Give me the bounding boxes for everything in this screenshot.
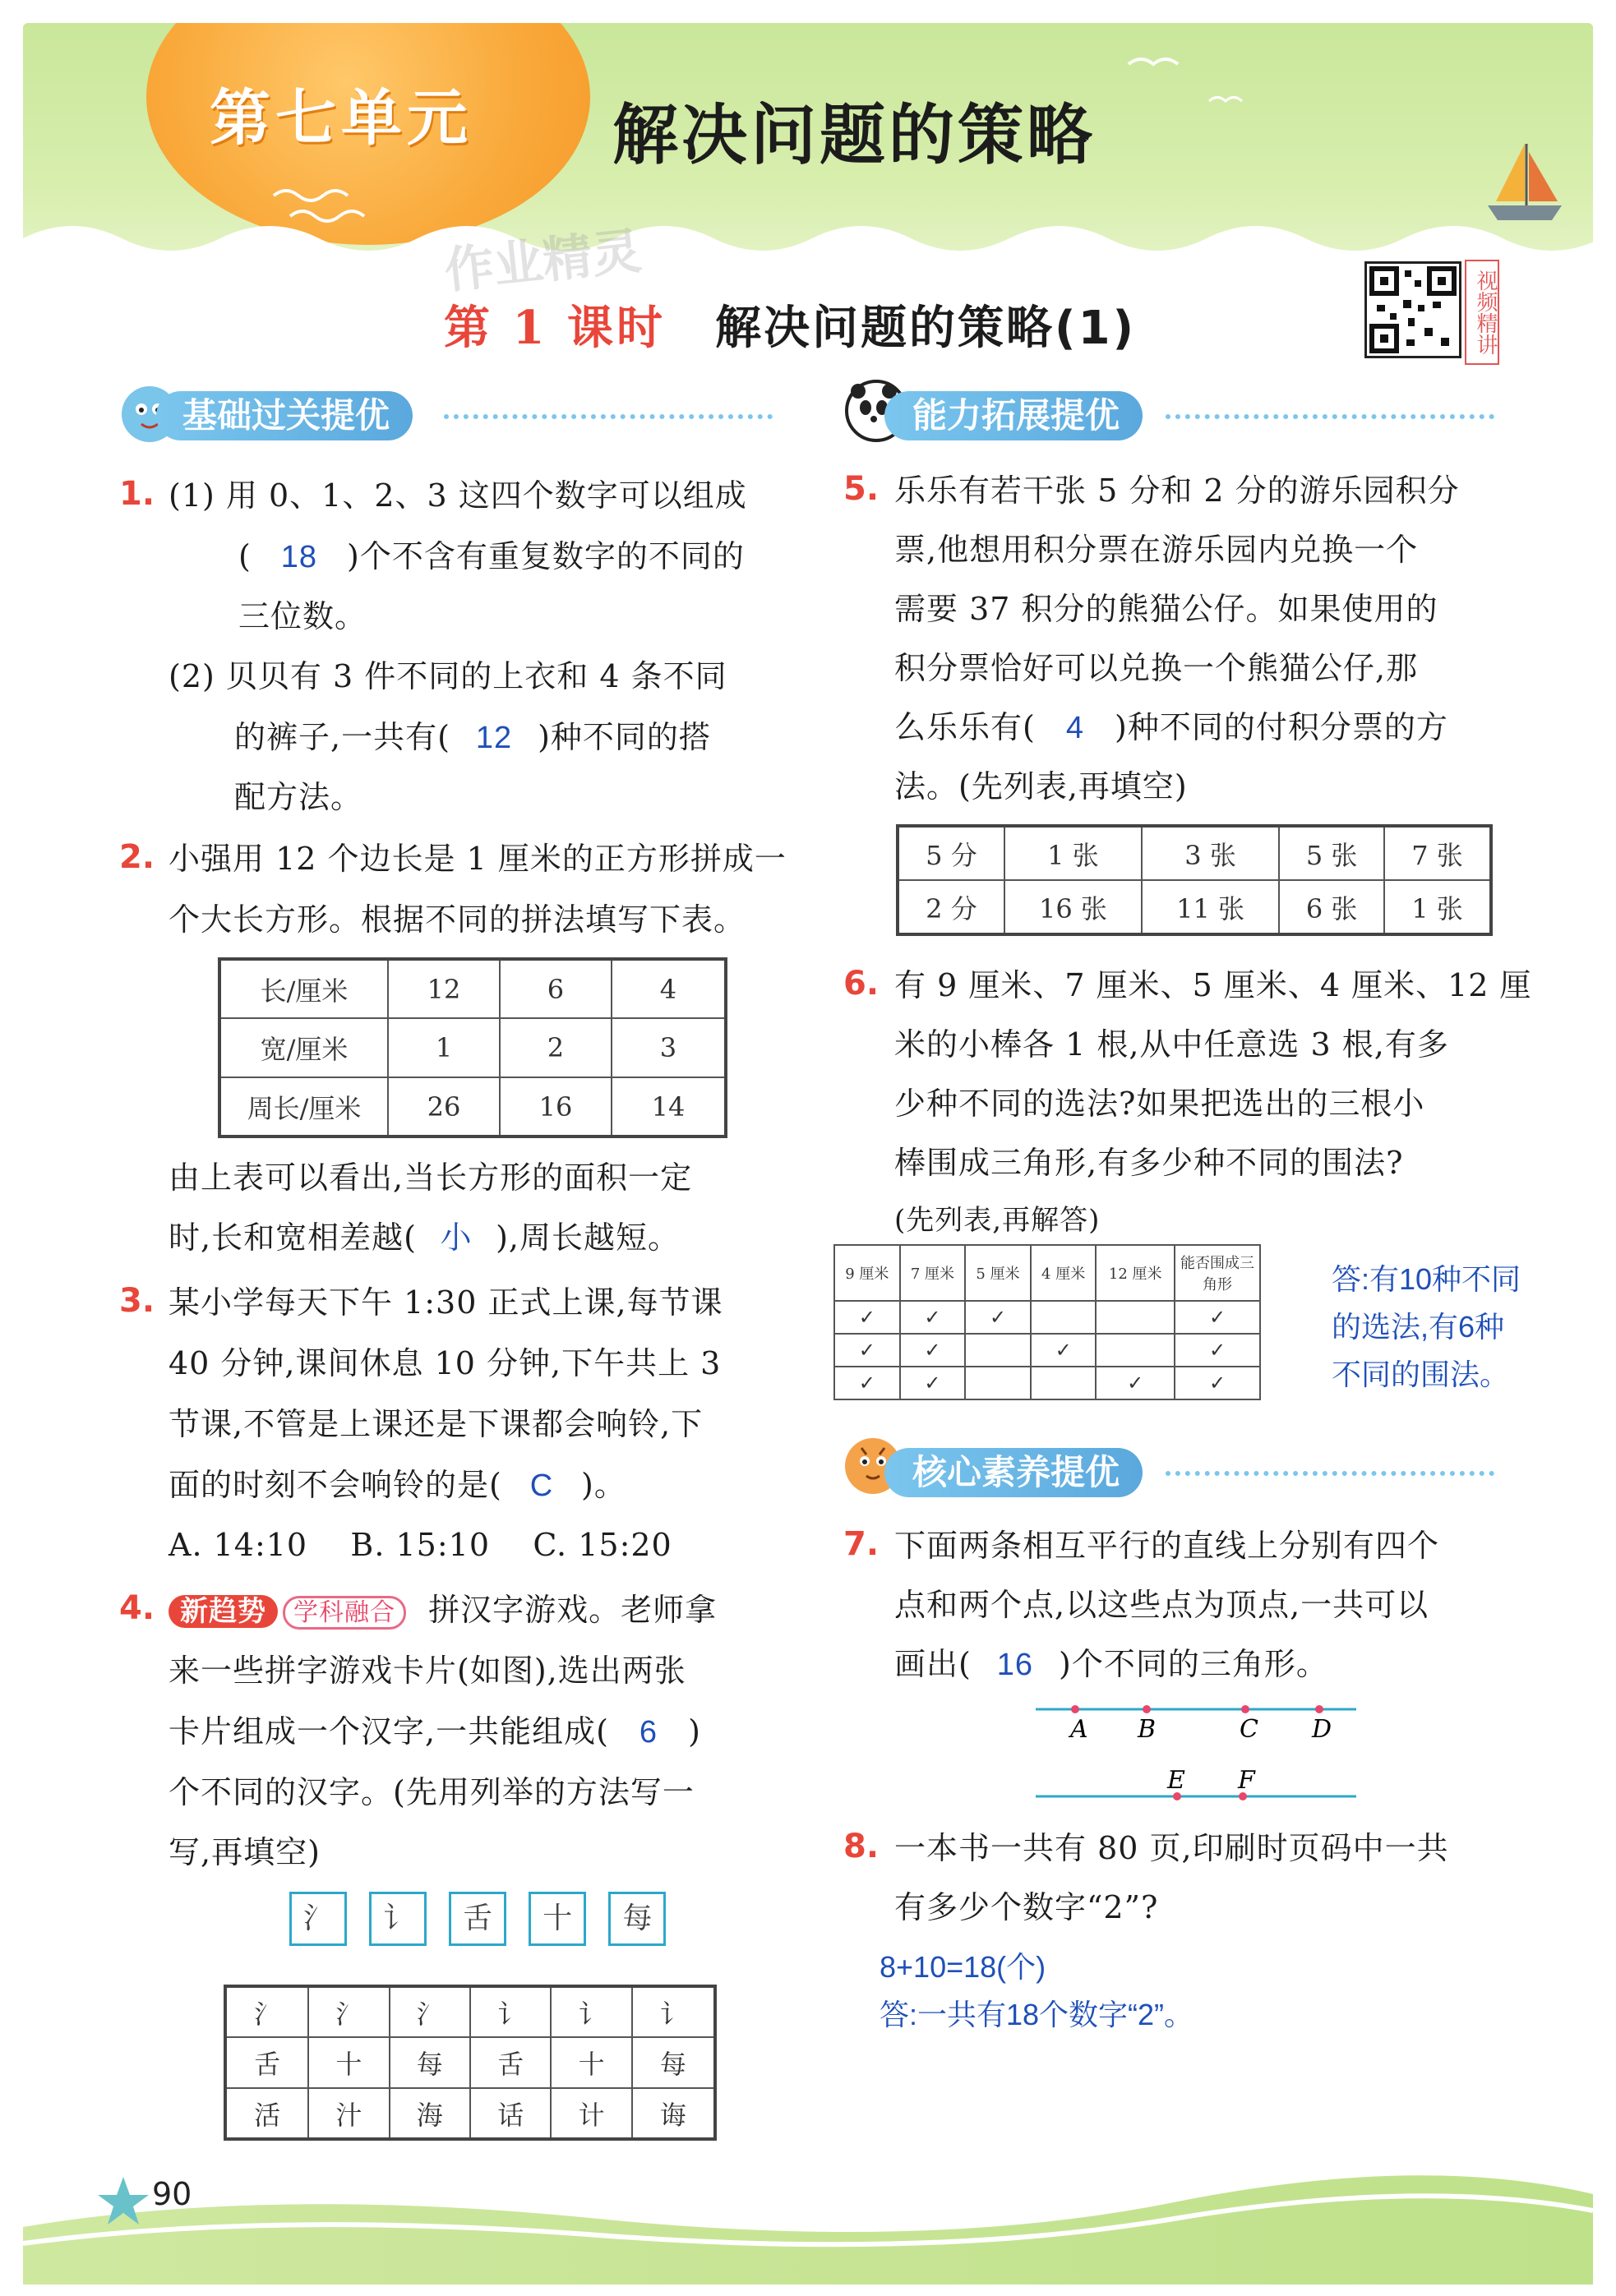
q4-line1 bbox=[169, 1589, 717, 1634]
text: ) bbox=[688, 1713, 701, 1750]
section-banner-basic: 基础过关提优 bbox=[156, 391, 413, 440]
point-d bbox=[1315, 1705, 1323, 1713]
q6-table bbox=[833, 1244, 1261, 1400]
table-cell: 舌 bbox=[225, 2037, 308, 2088]
q3-options: A. 14:10 B. 15:10 C. 15:20 bbox=[169, 1527, 672, 1563]
table-cell: 11 张 bbox=[1142, 880, 1279, 934]
table-cell: ✓ bbox=[1096, 1367, 1175, 1399]
text: 么乐乐有( bbox=[894, 709, 1036, 745]
q5-table bbox=[896, 824, 1493, 936]
header-wave-edge bbox=[23, 205, 1593, 304]
text: )个不同的三角形。 bbox=[1059, 1646, 1328, 1682]
q3-line3: 节课,不管是上课还是下课都会响铃,下 bbox=[169, 1406, 704, 1442]
q2-line2: 个大长方形。根据不同的拼法填写下表。 bbox=[169, 901, 746, 938]
q8-answer: 答:一共有18个数字“2”。 bbox=[880, 1998, 1194, 2031]
q1-part2-line2 bbox=[234, 717, 711, 758]
lesson-number: 第 1 课时 bbox=[444, 301, 666, 355]
table-header: 5 厘米 bbox=[965, 1245, 1031, 1301]
q4-answer: 6 bbox=[639, 1715, 658, 1750]
q2-table bbox=[218, 957, 727, 1138]
q1-part2-line1: (2) 贝贝有 3 件不同的上衣和 4 条不同 bbox=[169, 658, 727, 694]
table-cell: ✓ bbox=[834, 1301, 900, 1334]
table-cell: ✓ bbox=[834, 1367, 900, 1399]
table-cell: 2 bbox=[500, 1018, 612, 1077]
q6-answer bbox=[1332, 1256, 1521, 1399]
q3-line4 bbox=[169, 1464, 626, 1506]
q3-line1: 某小学每天下午 1:30 正式上课,每节课 bbox=[169, 1284, 723, 1321]
table-header: 9 厘米 bbox=[834, 1245, 900, 1301]
table-cell: 每 bbox=[632, 2037, 715, 2088]
label-a: A bbox=[1070, 1715, 1088, 1744]
question-number: 1. bbox=[119, 475, 155, 513]
text: ),周长越短。 bbox=[496, 1219, 680, 1256]
label-f: F bbox=[1238, 1766, 1255, 1795]
table-cell: ✓ bbox=[965, 1301, 1031, 1334]
table-cell: 4 bbox=[612, 959, 726, 1018]
q1-part2-line3: 配方法。 bbox=[234, 779, 363, 815]
text: 拼汉字游戏。老师拿 bbox=[428, 1592, 718, 1628]
table-cell: 12 bbox=[388, 959, 500, 1018]
table-cell: 计 bbox=[551, 2088, 631, 2139]
sailboat-icon bbox=[1480, 140, 1570, 230]
table-cell: 3 张 bbox=[1142, 826, 1279, 880]
banner-dots bbox=[1166, 414, 1494, 419]
qr-pattern bbox=[1367, 264, 1459, 356]
q8-work: 8+10=18(个) bbox=[880, 1950, 1046, 1984]
q2-line3: 由上表可以看出,当长方形的面积一定 bbox=[169, 1160, 693, 1196]
table-cell: 讠 bbox=[551, 1986, 631, 2037]
table-cell: 舌 bbox=[470, 2037, 551, 2088]
q6-line4: 棒围成三角形,有多少种不同的围法? bbox=[894, 1145, 1404, 1181]
table-cell: 7 张 bbox=[1384, 826, 1491, 880]
q5-line4: 积分票恰好可以兑换一个熊猫公仔,那 bbox=[894, 650, 1419, 686]
table-cell: 14 bbox=[612, 1077, 726, 1136]
table-cell: 5 张 bbox=[1279, 826, 1384, 880]
character-card: 舌 bbox=[449, 1892, 506, 1946]
table-cell: ✓ bbox=[1175, 1301, 1260, 1334]
q2-line1: 小强用 12 个边长是 1 厘米的正方形拼成一 bbox=[169, 841, 787, 877]
q7-answer: 16 bbox=[996, 1648, 1034, 1682]
point-b bbox=[1143, 1705, 1151, 1713]
watermark: 作业精灵 bbox=[441, 222, 644, 301]
new-trend-badge: 新趋势 bbox=[169, 1595, 278, 1628]
table-cell: 1 张 bbox=[1004, 826, 1142, 880]
q6-answer-line: 不同的围法。 bbox=[1332, 1358, 1510, 1391]
q4-table bbox=[224, 1985, 717, 2141]
table-cell: ✓ bbox=[900, 1301, 966, 1334]
section-banner-extend: 能力拓展提优 bbox=[884, 391, 1143, 440]
q8-line2: 有多少个数字“2”? bbox=[894, 1889, 1159, 1925]
q5-line3: 需要 37 积分的熊猫公仔。如果使用的 bbox=[894, 591, 1438, 627]
qr-code-icon[interactable] bbox=[1364, 261, 1461, 358]
lesson-title: 解决问题的策略(1) bbox=[715, 302, 1137, 355]
table-cell bbox=[965, 1334, 1031, 1367]
q7-line3 bbox=[894, 1644, 1328, 1685]
point-c bbox=[1241, 1705, 1249, 1713]
character-card: 氵 bbox=[289, 1892, 347, 1946]
q6-line3: 少种不同的选法?如果把选出的三根小 bbox=[894, 1086, 1425, 1122]
table-cell: ✓ bbox=[1175, 1367, 1260, 1399]
table-cell: 1 bbox=[388, 1018, 500, 1077]
table-cell: 长/厘米 bbox=[219, 959, 388, 1018]
q1-part1-line2 bbox=[238, 536, 745, 578]
table-header: 能否围成三角形 bbox=[1175, 1245, 1260, 1301]
q6-line1: 有 9 厘米、7 厘米、5 厘米、4 厘米、12 厘 bbox=[894, 967, 1532, 1003]
label-d: D bbox=[1312, 1715, 1332, 1744]
table-cell: 2 分 bbox=[898, 880, 1004, 934]
banner-dots bbox=[444, 414, 773, 419]
table-header: 7 厘米 bbox=[900, 1245, 966, 1301]
q6-line5: (先列表,再解答) bbox=[894, 1204, 1101, 1237]
star-icon bbox=[95, 2174, 152, 2231]
table-header: 4 厘米 bbox=[1031, 1245, 1097, 1301]
q5-line5 bbox=[894, 707, 1448, 749]
table-cell: 5 分 bbox=[898, 826, 1004, 880]
table-cell: 6 bbox=[500, 959, 612, 1018]
q6-answer-line: 的选法,有6种 bbox=[1332, 1310, 1505, 1344]
q8-line1: 一本书一共有 80 页,印刷时页码中一共 bbox=[894, 1830, 1449, 1866]
q2-line4 bbox=[169, 1217, 680, 1259]
text: )种不同的付积分票的方 bbox=[1115, 709, 1448, 745]
label-e: E bbox=[1167, 1766, 1185, 1795]
unit-title: 解决问题的策略 bbox=[612, 97, 1096, 173]
q3-answer: C bbox=[529, 1468, 554, 1503]
table-cell: 氵 bbox=[308, 1986, 389, 2037]
q2-answer: 小 bbox=[440, 1221, 473, 1256]
q3-line2: 40 分钟,课间休息 10 分钟,下午共上 3 bbox=[169, 1345, 722, 1381]
table-cell: ✓ bbox=[900, 1367, 966, 1399]
text: 的裤子,一共有( bbox=[234, 719, 450, 755]
table-cell: 海 bbox=[390, 2088, 470, 2139]
table-header: 12 厘米 bbox=[1096, 1245, 1175, 1301]
q4-line5: 写,再填空) bbox=[169, 1834, 321, 1870]
table-cell: 6 张 bbox=[1279, 880, 1384, 934]
qr-video-tag: 视频精讲 bbox=[1465, 260, 1499, 365]
table-cell: 汁 bbox=[308, 2088, 389, 2139]
character-card: 十 bbox=[529, 1892, 586, 1946]
q4-cards bbox=[289, 1892, 717, 1946]
q7-line2: 点和两个点,以这些点为顶点,一共可以 bbox=[894, 1587, 1429, 1623]
q6-line2: 米的小棒各 1 根,从中任意选 3 根,有多 bbox=[894, 1026, 1449, 1063]
table-cell: 讠 bbox=[632, 1986, 715, 2037]
table-cell: 16 bbox=[500, 1077, 612, 1136]
question-number: 4. bbox=[119, 1589, 155, 1627]
subject-fusion-badge: 学科融合 bbox=[283, 1596, 406, 1630]
table-cell: 26 bbox=[388, 1077, 500, 1136]
text: 画出( bbox=[894, 1646, 972, 1682]
table-cell: 讠 bbox=[470, 1986, 551, 2037]
text: 时,长和宽相差越( bbox=[169, 1219, 417, 1256]
question-number: 3. bbox=[119, 1282, 155, 1320]
section-banner-core: 核心素养提优 bbox=[884, 1448, 1143, 1497]
q4-line3 bbox=[169, 1711, 701, 1753]
footer-wave bbox=[23, 2169, 1593, 2284]
text: )个不含有重复数字的不同的 bbox=[347, 538, 745, 574]
q1-answer-2: 12 bbox=[475, 721, 513, 755]
table-cell: 宽/厘米 bbox=[219, 1018, 388, 1077]
table-cell: ✓ bbox=[1031, 1334, 1097, 1367]
table-cell bbox=[1096, 1301, 1175, 1334]
character-card: 每 bbox=[608, 1892, 666, 1946]
label-b: B bbox=[1138, 1715, 1157, 1744]
table-cell: ✓ bbox=[834, 1334, 900, 1367]
banner-dots bbox=[1166, 1471, 1494, 1476]
q1-part1-line3: 三位数。 bbox=[238, 598, 367, 634]
point-a bbox=[1071, 1705, 1079, 1713]
table-cell: ✓ bbox=[1175, 1334, 1260, 1367]
text: 面的时刻不会响铃的是( bbox=[169, 1467, 502, 1503]
q1-answer-1: 18 bbox=[280, 540, 318, 574]
bird-icon bbox=[1124, 48, 1190, 81]
question-number: 5. bbox=[843, 470, 880, 508]
q6-answer-line: 答:有10种不同 bbox=[1332, 1262, 1521, 1296]
label-c: C bbox=[1240, 1715, 1258, 1744]
question-number: 2. bbox=[119, 838, 155, 876]
table-cell: 十 bbox=[551, 2037, 631, 2088]
table-cell: 氵 bbox=[390, 1986, 470, 2037]
table-cell bbox=[1096, 1334, 1175, 1367]
table-cell: 每 bbox=[390, 2037, 470, 2088]
table-cell: 话 bbox=[470, 2088, 551, 2139]
table-cell: 16 张 bbox=[1004, 880, 1142, 934]
table-cell bbox=[965, 1367, 1031, 1399]
table-cell bbox=[1031, 1367, 1097, 1399]
question-number: 7. bbox=[843, 1525, 880, 1563]
table-cell: 活 bbox=[225, 2088, 308, 2139]
q4-line2: 来一些拼字游戏卡片(如图),选出两张 bbox=[169, 1653, 686, 1689]
page-number: 90 bbox=[152, 2176, 192, 2212]
q5-answer: 4 bbox=[1065, 711, 1084, 745]
q5-line2: 票,他想用积分票在游乐园内兑换一个 bbox=[894, 532, 1419, 568]
table-cell: 诲 bbox=[632, 2088, 715, 2139]
text: 卡片组成一个汉字,一共能组成( bbox=[169, 1713, 609, 1750]
text: )种不同的搭 bbox=[538, 719, 711, 755]
table-cell: ✓ bbox=[900, 1334, 966, 1367]
bird-icon-small bbox=[1207, 89, 1248, 113]
question-number: 6. bbox=[843, 965, 880, 1003]
q5-line6: 法。(先列表,再填空) bbox=[894, 768, 1188, 805]
paren: ( bbox=[238, 538, 252, 574]
table-cell: 氵 bbox=[225, 1986, 308, 2037]
q4-line4: 个不同的汉字。(先用列举的方法写一 bbox=[169, 1774, 695, 1810]
text: )。 bbox=[581, 1467, 626, 1503]
character-card: 讠 bbox=[369, 1892, 427, 1946]
parallel-lines-diagram bbox=[1036, 1693, 1364, 1808]
table-cell: 周长/厘米 bbox=[219, 1077, 388, 1136]
unit-label: 第七单元 bbox=[210, 83, 473, 154]
table-cell: 1 张 bbox=[1384, 880, 1491, 934]
q7-line1: 下面两条相互平行的直线上分别有四个 bbox=[894, 1528, 1440, 1564]
q1-part1-line1: (1) 用 0、1、2、3 这四个数字可以组成 bbox=[169, 477, 747, 514]
table-cell: 十 bbox=[308, 2037, 389, 2088]
table-cell: 3 bbox=[612, 1018, 726, 1077]
question-number: 8. bbox=[843, 1828, 880, 1865]
table-cell bbox=[1031, 1301, 1097, 1334]
q5-line1: 乐乐有若干张 5 分和 2 分的游乐园积分 bbox=[894, 473, 1460, 509]
